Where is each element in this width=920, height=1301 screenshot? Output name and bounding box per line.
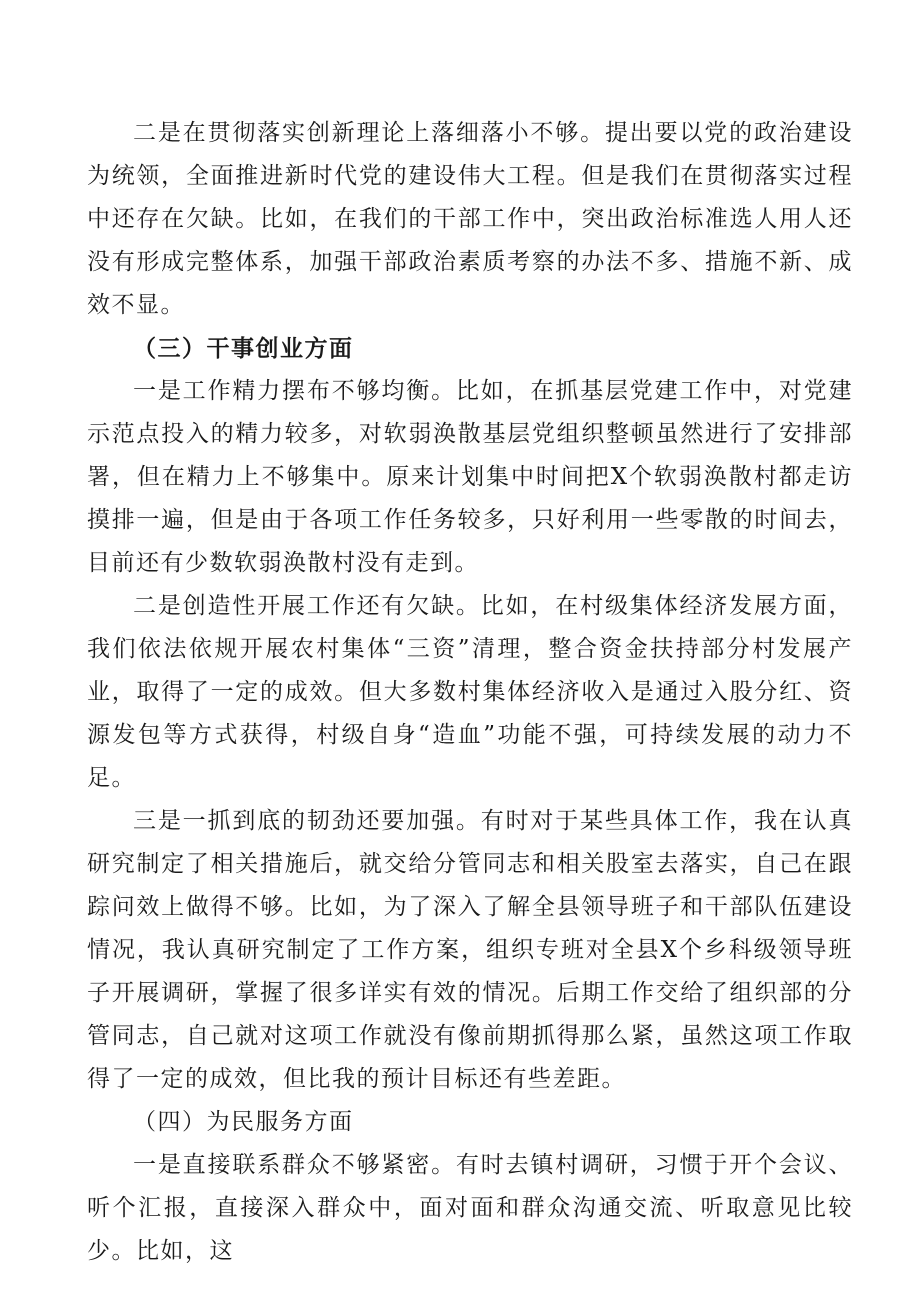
section-heading-entrepreneurship: （三）干事创业方面	[133, 335, 354, 362]
paragraph-creativity: 二是创造性开展工作还有欠缺。比如，在村级集体经济发展方面，我们依法依规开展农村集体“三资”清理，整合资金扶持部分村发展产业，取得了一定的成效。但大多数村集体经济收入是通过入股分红、资源发包等方式获得，村级自身“造血”功能不强，可持续发展的动力不足。	[87, 593, 853, 791]
paragraph-political-theory: 二是在贯彻落实创新理论上落细落小不够。提出要以党的政治建设为统领，全面推进新时代党的建设伟大工程。但是我们在贯彻落实过程中还存在欠缺。比如，在我们的干部工作中，突出政治标准选人用人还没有形成完整体系，加强干部政治素质考察的办法不多、措施不新、成效不显。	[87, 120, 853, 318]
paragraph-contact-masses: 一是直接联系群众不够紧密。有时去镇村调研，习惯于开个会议、听个汇报，直接深入群众中，面对面和群众沟通交流、听取意见比较少。比如，这	[87, 1152, 853, 1264]
section-heading-public-service: （四）为民服务方面	[133, 1109, 354, 1135]
document-body	[87, 112, 853, 1273]
paragraph-persistence: 三是一抓到底的韧劲还要加强。有时对于某些具体工作，我在认真研究制定了相关措施后，就交给分管同志和相关股室去落实，自己在跟踪问效上做得不够。比如，为了深入了解全县领导班子和干部队伍建设情况，我认真研究制定了工作方案，组织专班对全县X个乡科级领导班子开展调研，掌握了很多详实有效的情况。后期工作交给了组织部的分管同志，自己就对这项工作就没有像前期抓得那么紧，虽然这项工作取得了一定的成效，但比我的预计目标还有些差距。	[87, 808, 853, 1092]
paragraph-energy-balance: 一是工作精力摆布不够均衡。比如，在抓基层党建工作中，对党建示范点投入的精力较多，对软弱涣散基层党组织整顿虽然进行了安排部署，但在精力上不够集中。原来计划集中时间把X个软弱涣散村都走访摸排一遍，但是由于各项工作任务较多，只好利用一些零散的时间去，目前还有少数软弱涣散村没有走到。	[87, 378, 853, 576]
